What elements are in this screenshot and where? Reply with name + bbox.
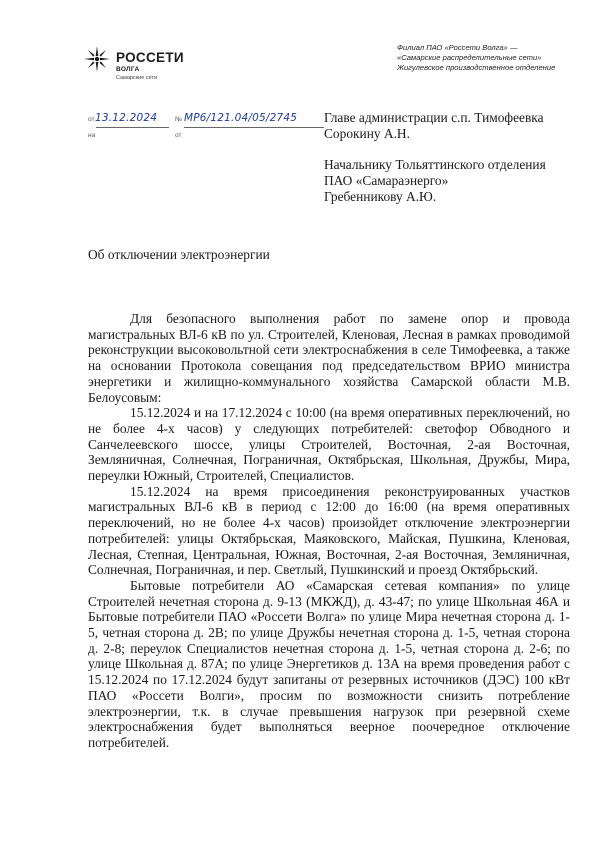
logo-name: РОССЕТИ (116, 50, 184, 65)
handwritten-date: 13.12.2024 (95, 112, 158, 124)
letter-body (88, 311, 570, 751)
addressee-line: Начальнику Тольяттинского отделения (324, 157, 546, 172)
ref-number-label: № (175, 116, 182, 123)
handwritten-number: МР6/121.04/05/2745 (184, 112, 298, 124)
branch-info (397, 43, 555, 73)
body-paragraph: 15.12.2024 и на 17.12.2024 с 10:00 (на время оперативных переключений, но не более 4-х часов) у следующих потребителей: светофор Обводного и Санчелеевского шоссе, улицы Строителей, Восточная, 2-ая Восточная, Земляничная, Солнечная, Пограничная, Октябрьская, Школьная, Дружбы, Мира, переулки Южный, Строителей, Специалистов. (88, 405, 570, 484)
addressee-line: ПАО «Самараэнерго» (324, 173, 449, 188)
reference-block (88, 110, 333, 140)
ref-date-line (96, 127, 169, 128)
addressee-line: Сорокину А.Н. (324, 126, 410, 141)
ref-ot-label: от (175, 132, 182, 139)
body-paragraph: Бытовые потребители АО «Самарская сетевая компания» по улице Строителей нечетная сторона д. 9-13 (МКЖД), д. 43-47; по улице Школьная 46А и Бытовые потребители ПАО «Россети Волга» по улице Мира нечетная сторона д. 1-5, четная сторона д. 2В; по улице Дружбы нечетная сторона д. 1-5, четная сторона д. 2-8; переулок Специалистов нечетная сторона д. 1-5, четная сторона д. 2-6; по улице Школьная д. 87А; по улице Энергетиков д. 13А на время проведения работ с 15.12.2024 по 17.12.2024 будут запитаны от резервных источников (ДЭС) 100 кВт ПАО «Россети Волги», просим по возможности снизить потребление электроэнергии, т.к. в случае превышения нагрузок при резервной схеме электроснабжения будет выполняться веерное поочередное отключение потребителей. (88, 577, 570, 750)
addressee-line: Гребенникову А.Ю. (324, 189, 437, 204)
logo-subtitle: ВОЛГА (116, 66, 140, 73)
branch-line: Филиал ПАО «Россети Волга» — (397, 43, 518, 52)
addressee-line: Главе администрации с.п. Тимофеевка (324, 110, 544, 125)
ref-number-line (184, 127, 324, 128)
ref-na-label: на (88, 132, 96, 139)
branch-line: «Самарские распределительные сети» (397, 53, 542, 62)
ref-date-label: от (88, 116, 95, 123)
letter-subject: Об отключении электроэнергии (88, 247, 270, 262)
body-paragraph: Для безопасного выполнения работ по замене опор и провода магистральных ВЛ-6 кВ по ул. Строителей, Кленовая, Лесная в рамках проводимой реконструкции высоковольтной сети электроснабжения в селе Тимофеевка, а также на основании Протокола совещания под председательством ВРИО министра энергетики и жилищно-коммунального хозяйства Самарской области М.В. Белоусовым: (88, 311, 570, 405)
body-paragraph: 15.12.2024 на время присоединения реконструированных участков магистральных ВЛ-6 кВ в период с 12:00 до 16:00 (на время оперативных переключений, но не более 4-х часов) произойдет отключение электроэнергии потребителей: улицы Октябрьская, Маяковского, Майская, Пушкина, Кленовая, Лесная, Степная, Центральная, Южная, Восточная, 2-ая Восточная, Земляничная, Солнечная, Пограничная, и пер. Светлый, Пушкинский и проезд Октябрьский. (88, 483, 570, 578)
logo-subtitle-2: Самарские сети (116, 75, 158, 81)
company-logo (82, 44, 222, 96)
rosseti-logo-icon (82, 44, 112, 74)
branch-line: Жигулевское производственное отделение (397, 63, 556, 72)
